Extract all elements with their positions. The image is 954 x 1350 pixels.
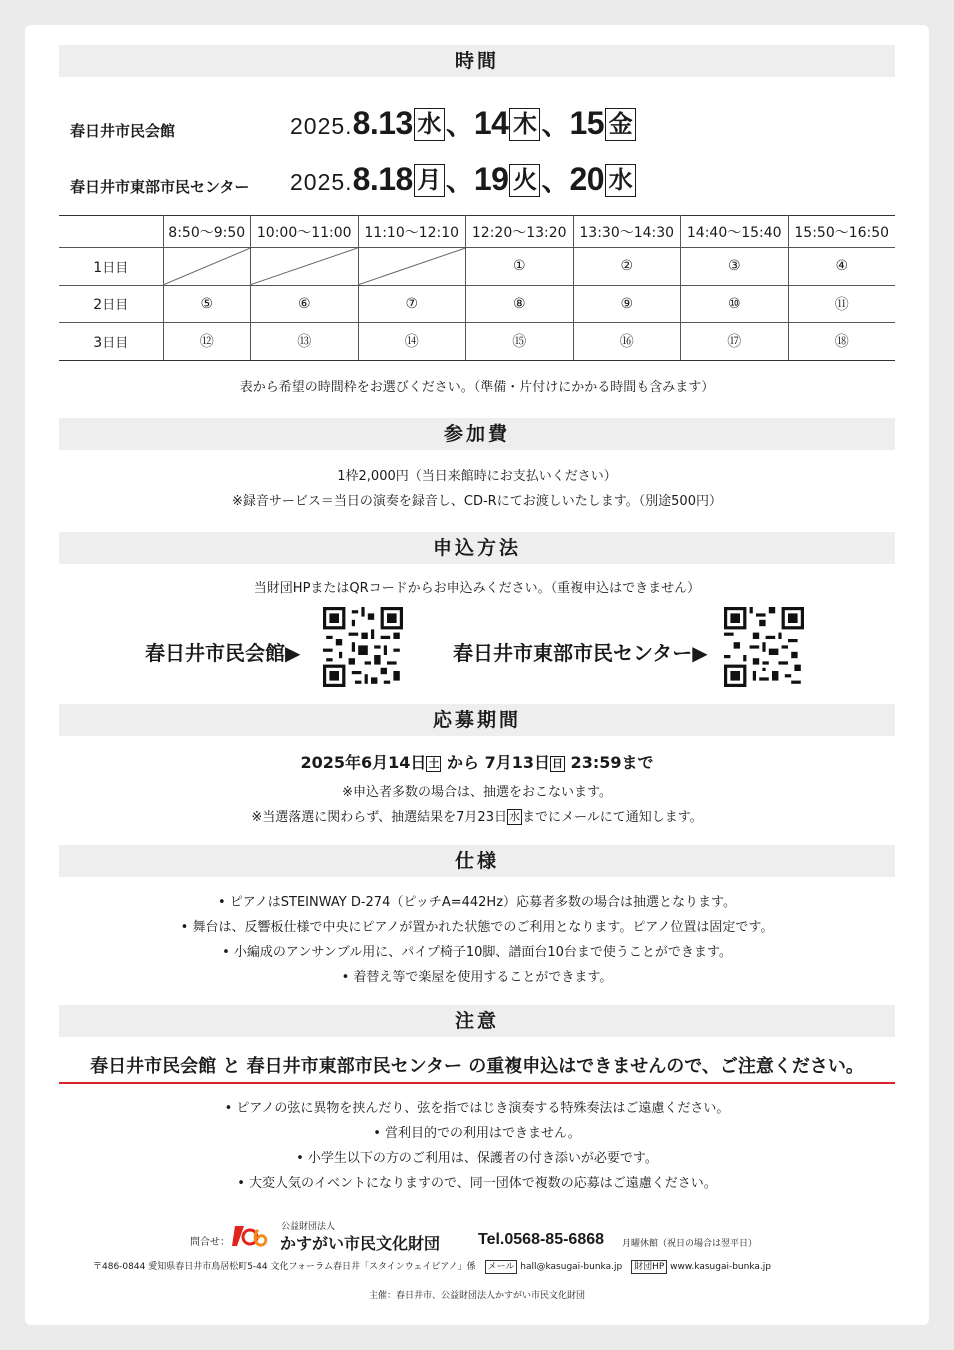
spec-item: • 舞台は、反響板仕様で中央にピアノが置かれた状態でのご利用となります。ピアノ位置は固定です。 [180, 920, 774, 935]
slot-number: ⑨ [573, 285, 681, 323]
apply-venue-1-label: 春日井市民会館▶ [145, 641, 301, 665]
slot-number: ④ [788, 248, 895, 286]
hp-tag: 財団HP [631, 1260, 667, 1274]
slot-number: ⑰ [681, 323, 789, 361]
schedule-header-row [59, 216, 895, 248]
duplicate-warning: 春日井市民会館 と 春日井市東部市民センター の重複申込はできませんので、ご注意ください。 [59, 1052, 895, 1084]
footer-address-line [93, 1259, 771, 1274]
slot-number: ③ [681, 248, 789, 286]
period-note-1: ※申込者多数の場合は、抽選をおこないます。 [342, 785, 612, 800]
section-header-spec: 仕様 [59, 845, 895, 877]
qr-code-venue-2[interactable] [724, 607, 804, 687]
venue-dates-1: 2025.8.13 水 、14 木 、15 金 [290, 103, 637, 143]
spec-item: • 着替え等で楽屋を使用することができます。 [341, 970, 613, 985]
time-slot-header: 13:30～14:30 [573, 216, 681, 248]
table-row [59, 248, 895, 286]
slot-number: ② [573, 248, 681, 286]
period-note-2: ※当選落選に関わらず、抽選結果を7月23日 水 までにメールにて通知します。 [251, 810, 703, 825]
foundation-logo-icon [232, 1222, 270, 1250]
slot-number: ① [466, 248, 574, 286]
section-header-time: 時間 [59, 45, 895, 77]
slot-number: ⑭ [358, 323, 466, 361]
schedule-note: 表から希望の時間枠をお選びください。（準備・片付けにかかる時間も含みます） [239, 380, 715, 395]
slot-number: ⑫ [163, 323, 251, 361]
fee-line-1: 1枠2,000円（当日来館時にお支払いください） [337, 469, 617, 484]
slot-number: ⑥ [251, 285, 359, 323]
caution-item: • 大変人気のイベントになりますので、同一団体で複数の応募はご遠慮ください。 [237, 1176, 717, 1191]
caution-item: • 小学生以下の方のご利用は、保護者の付き添いが必要です。 [296, 1151, 658, 1166]
address: 〒486-0844 愛知県春日井市鳥居松町5-44 文化フォーラム春日井「スタインウェイピアノ」係 [93, 1262, 476, 1272]
section-header-period: 応募期間 [59, 704, 895, 736]
section-header-apply: 申込方法 [59, 532, 895, 564]
venue-dates-2: 2025.8.18 月 、19 火 、20 水 [290, 159, 637, 199]
organizer: 主催：春日井市、公益財団法人かすがい市民文化財団 [368, 1291, 585, 1301]
time-slot-header: 10:00～11:00 [251, 216, 359, 248]
org-type: 公益財団法人 [281, 1222, 336, 1232]
period-range: 2025年6月14日 土 から 7月13日 日 23:59まで [300, 753, 654, 772]
slot-number: ⑤ [163, 285, 251, 323]
unavailable-slot [358, 248, 466, 286]
slot-number: ⑦ [358, 285, 466, 323]
hp-link[interactable]: www.kasugai-bunka.jp [670, 1262, 771, 1272]
day-label: 2日目 [59, 285, 163, 323]
venue-name-1: 春日井市民会館 [70, 122, 176, 140]
time-slot-header: 11:10～12:10 [358, 216, 466, 248]
spec-item: • 小編成のアンサンブル用に、パイプ椅子10脚、譜面台10台まで使うことができます。 [222, 945, 732, 960]
table-row [59, 285, 895, 323]
slot-number: ⑯ [573, 323, 681, 361]
fee-line-2: ※録音サービス＝当日の演奏を録音し、CD-Rにてお渡しいたします。（別途500円） [232, 494, 722, 509]
apply-note: 当財団HPまたはQRコードからお申込みください。（重複申込はできません） [253, 581, 701, 596]
time-slot-header: 12:20～13:20 [466, 216, 574, 248]
contact-label: 問合せ： [190, 1237, 230, 1248]
section-header-caution: 注意 [59, 1005, 895, 1037]
mail-link[interactable]: hall@kasugai-bunka.jp [520, 1262, 623, 1272]
time-slot-header: 8:50～9:50 [163, 216, 251, 248]
mail-tag: メール [485, 1260, 518, 1274]
venue-name-2: 春日井市東部市民センター [70, 178, 250, 196]
time-slot-header: 14:40～15:40 [681, 216, 789, 248]
slot-number: ⑩ [681, 285, 789, 323]
org-name: かすがい市民文化財団 [280, 1234, 441, 1253]
slot-number: ⑪ [788, 285, 895, 323]
time-slot-header: 15:50～16:50 [788, 216, 895, 248]
closed-days: 月曜休館（祝日の場合は翌平日） [622, 1239, 758, 1249]
spec-item: • ピアノはSTEINWAY D-274（ピッチA=442Hz）応募者多数の場合は抽選となります。 [218, 895, 736, 910]
slot-number: ⑮ [466, 323, 574, 361]
corner-cell [59, 216, 163, 248]
unavailable-slot [163, 248, 251, 286]
day-label: 3日目 [59, 323, 163, 361]
section-header-fee: 参加費 [59, 418, 895, 450]
slot-number: ⑱ [788, 323, 895, 361]
day-label: 1日目 [59, 248, 163, 286]
unavailable-slot [251, 248, 359, 286]
apply-venue-2-label: 春日井市東部市民センター▶ [453, 641, 708, 665]
qr-code-venue-1[interactable] [323, 607, 403, 687]
table-row [59, 323, 895, 361]
slot-number: ⑧ [466, 285, 574, 323]
caution-item: • ピアノの弦に異物を挟んだり、弦を指ではじき演奏する特殊奏法はご遠慮ください。 [224, 1101, 730, 1116]
schedule-table [59, 215, 895, 361]
caution-item: • 営利目的での利用はできません。 [373, 1126, 581, 1141]
slot-number: ⑬ [251, 323, 359, 361]
contact-tel[interactable]: Tel.0568-85-6868 [478, 1231, 605, 1248]
